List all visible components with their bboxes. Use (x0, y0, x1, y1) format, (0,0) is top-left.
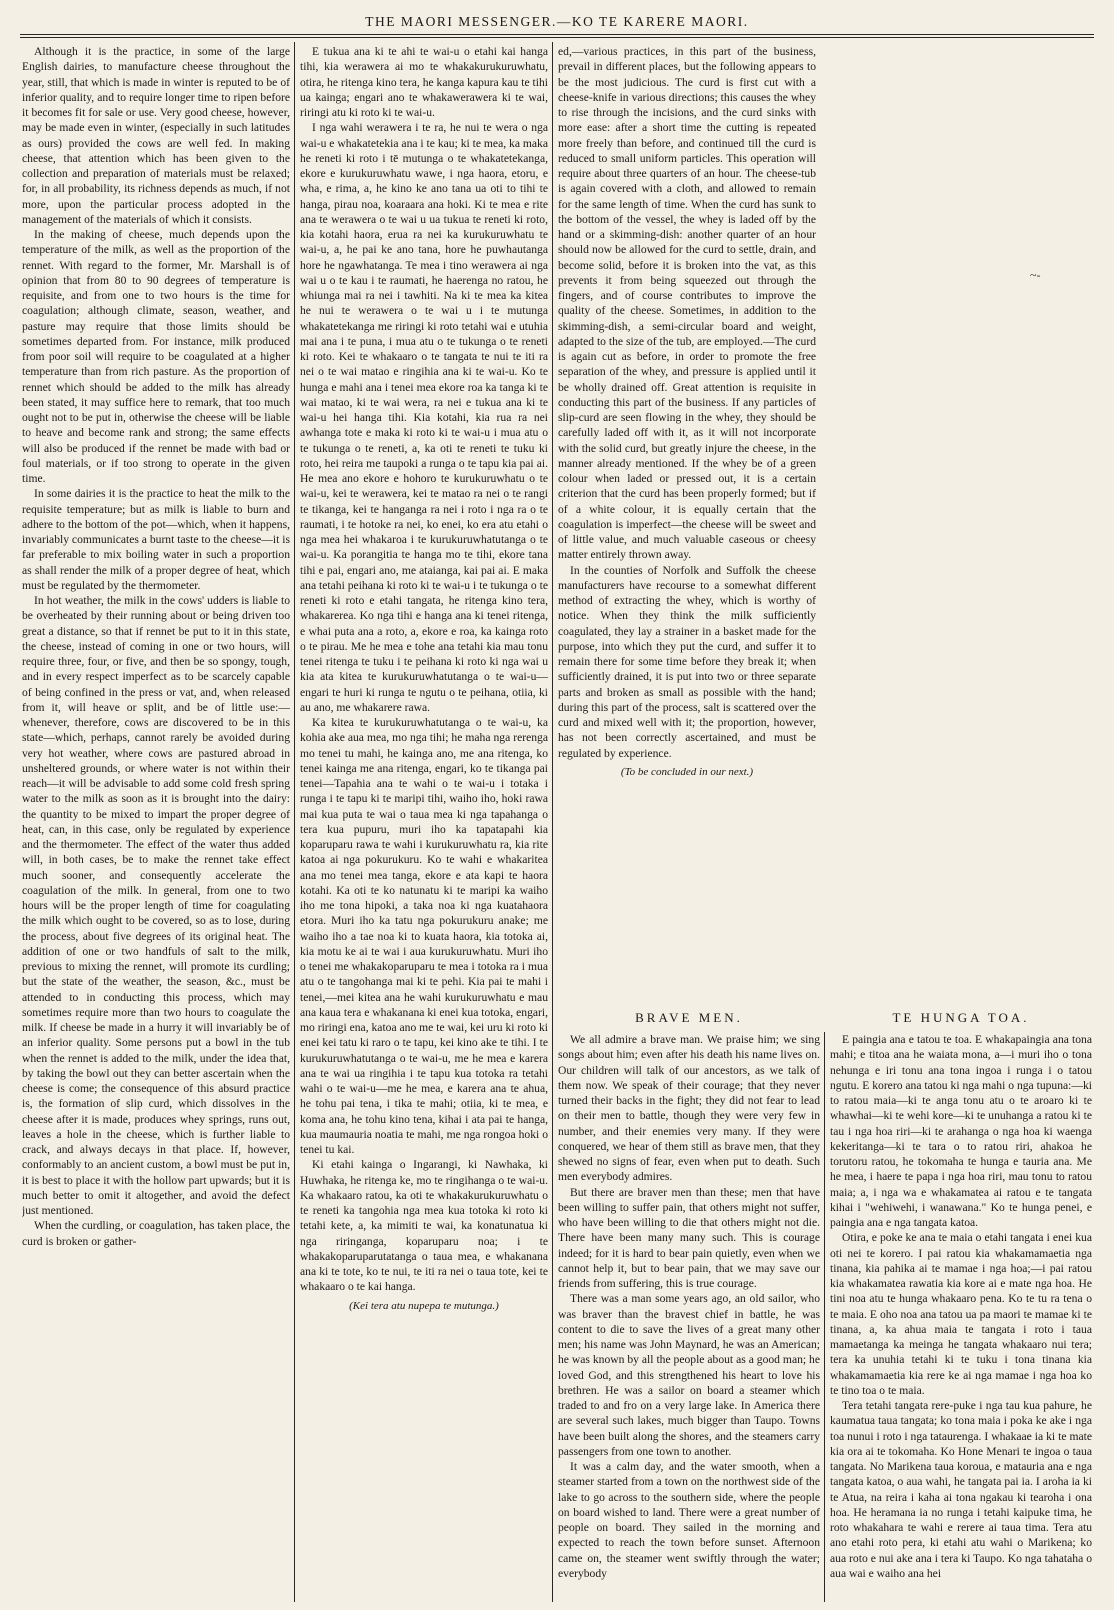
article-english-cheese-col3 (558, 44, 816, 1024)
paragraph: It was a calm day, and the water smooth, when a steamer started from a town on the northwest side of the lake to go across to the southern side, where the people on board wished to land. There were a great number of people on board. They sailed in the morning and expected to reach the town before sunset. Afternoon came on, the steamer went swiftly through the water; everybody (558, 1460, 820, 1580)
paragraph: E paingia ana e tatou te toa. E whakapaingia ana tona mahi; e titoa ana he waiata mona, a—i muri iho o tona nehunga e iri tonu ana tona ingoa i runga i o tatou ngutu. E korero ana tatou ki nga mahi o nga tupuna:—ki to ratou maia—ki te anga tonu atu o te aroaro ki te whawhai—ki te wehi kore—ki te unuhanga a ratou ki te tau i nga hoa riri—ki te arahanga o nga hoa ki waenga kekeritanga—ki te tara o to ratou riri, ahakoa he torutoru ratou, he tokomaha te hunga e tauria ana. Me he mea, i haere te papa i nga hoa riri, mau tonu to ratou maia; a, i nga wa e whakamatea ai ratou e te tangata kihai i "wehiwehi, i wanawana." Ko te hunga penei, e paingia ana e nga tangata katoa. (830, 1033, 1092, 1229)
brave-men-title: BRAVE MEN. (635, 1010, 743, 1025)
continued-note: (Kei tera atu nupepa te mutunga.) (349, 1299, 499, 1312)
paragraph: ed,—various practices, in this part of the business, prevail in different places, but the following appears to be the most judicious. The curd is first cut with a cheese-knife in various directions; this causes the whey to rise through the incisions, and the curd sinks with more ease: after a short time the cutting is repeated more freely than before, and continued till the curd is reduced to small uniform particles. This operation will require about three quarters of an hour. The cheese-tub is again covered with a cloth, and allowed to remain for the same length of time. When the curd has sunk to the bottom of the vessel, the whey is laded off by the hand or a skimming-dish: another quarter of an hour should now be allowed for the curd to settle, drain, and become solid, before it is broken into the vat, as this prevents it from being squeezed out through the fingers, and of course contributes to improve the quality of the cheese. Sometimes, in addition to the skimming-dish, a semi-circular board and weight, adapted to the size of the tub, are employed.—The curd is again cut as before, in order to promote the free separation of the whey, and pressure is applied until it be wholly drained off. Great attention is requisite in conducting this part of the business. If any particles of slip-curd are seen flowing in the whey, they should be carefully laded off with it, as it will not incorporate with the solid curd, but greatly injure the cheese, in the manner already mentioned. If the whey be of a green colour when laded or pressed out, it is a certain criterion that the curd has been properly formed; but if of a white colour, it is equally certain that the coagulation is imperfect—the cheese will be sweet and of little value, and much valuable caseous or cheesy matter entirely thrown away. (558, 45, 816, 562)
paragraph: Tera tetahi tangata rere-puke i nga tau kua pahure, he kaumatua taua tangata; ko tona maia i poka ke ake i nga toa nunui i roto i nga tataurenga. I whakaae ia ki te mate kia ora ai te tokomaha. Ko Hone Menari te ingoa o taua tangata. No Marikena taua koroua, e matauria ana e nga tangata katoa, o aua wahi, he tangata pai ia. I aroha ia ki te Atua, na reira i kaha ai tona ngakau ki tearoha i ona hoa. He heramana ia no runga i tetahi kaipuke tima, he roto whakahara te wahi e rerere ai taua tima. Tera atu ano etahi roto pera, ki etahi atu wahi o Marikena; ko aua roto e nui ake ana i tera ki Taupo. Ko nga tahataha o aua wai e waiho ana hei (830, 1399, 1092, 1580)
paragraph: Otira, e poke ke ana te maia o etahi tangata i enei kua oti nei te korero. I pai ratou kia whakamamaetia nga tinana, kia pahika ai te mamae i nga hoa;—i pai ratou kia whakamatea rawatia kia kore ai e mate nga hoa. He tini noa atu te hunga whakaaro pena. Ko te tu ra tena o te maia. E oho noa ana tatou ua pa maori te mamae ki te tinana, a, ka ahua maia te tangata i roto i taua mamaetanga ka meinga he tangata whakaaro nui tera; tera ka unuhia tetahi ki te tuku i tona tinana kia whakamamaetia kia rere ke ai nga mamae i nga hoa ko te tino toa o te maia. (830, 1231, 1092, 1397)
paragraph: In some dairies it is the practice to heat the milk to the requisite temperature; but as milk is liable to burn and adhere to the bottom of the pot—which, when it happens, invariably communicates a burnt taste to the cheese—it is far preferable to mix boiling water in such a proportion as shall render the milk of a proper degree of heat, which must be regulated by the thermometer. (22, 487, 290, 592)
running-header: THE MAORI MESSENGER.—KO TE KARERE MAORI. (365, 14, 749, 29)
article-maori-cheese-col2 (300, 44, 548, 1600)
paragraph: In hot weather, the milk in the cows' udders is liable to be overheated by their running about or being driven too great a distance, so that if rennet be put to it in this state, the cheese, instead of coming in one or two hours, will require three, four, or five, and then be so spongy, tough, and in every respect imperfect as to be scarcely capable of being confined in the press or vat, and, when released from it, will heave or split, and be of little use:—whenever, therefore, cows are discovered to be in this state—which, perhaps, cannot rarely be avoided during very hot weather, where cows are pastured abroad in unsheltered grounds, or where water is not within their reach—it will be advisable to add some cold fresh spring water to the milk as soon as it is brought into the dairy: the quantity to be mixed to impart the proper degree of heat, can, in this case, only be regulated by experience and the thermometer. The effect of the water thus added will, in both cases, be to make the rennet take effect much sooner, and consequently accelerate the coagulation of the milk. In general, from one to two hours will be the proper length of time for coagulating the milk which ought to be covered, so as to lose, during the process, about five degrees of its original heat. The addition of one or two handfuls of salt to the milk, previous to mixing the rennet, will promote its curdling; but the state of the weather, the season, &c., must be attended to in conducting this process, which may sometimes require more than two hours to coagulate the milk. If cheese be made in a hurry it will invariably be of an inferior quality. Some persons put a bowl in the tub when the rennet is added to the milk, under the idea that, by taking the bowl out they can better ascertain when the cheese is come; the consequence of this absurd practice is, the formation of slip curd, which dissolves in the cheese after it is made, produces whey springs, runs out, leaves a hole in the cheese, which is further liable to crack, and always decays in that place. If, however, conformably to an ancient custom, a bowl must be put in, it is best to place it with the hollow part upwards; but it is much better to omit it altogether, and avoid the defect just mentioned. (22, 594, 290, 1217)
paragraph: E tukua ana ki te ahi te wai-u o etahi kai hanga tihi, kia werawera ai mo te whakakurukuruwhatu, otira, he ritenga kino tera, he kanga kapura kau te tihi ua kainga; engari ano te whakawerawera ki te wai, riringi atu ki roto ki te wai-u. (300, 45, 548, 119)
paragraph: We all admire a brave man. We praise him; we sing songs about him; even after his death his name lives on. Our children will talk of our ancestors, as we talk of them now. We speak of their courage; that they never turned their backs in the fight; they did not fear to lead on their men to battle, though they were very few in number, and their enemies very many. If they were conquered, we hear of them still as brave men, that they shewed no signs of fear, even when put to death. Such men everybody admires. (558, 1033, 820, 1184)
continued-note: (To be concluded in our next.) (620, 765, 754, 778)
paragraph: But there are braver men than these; men that have been willing to suffer pain, that others might not suffer, who have been willing to die that others might not die. There have been many many such. This is courage indeed; for it is hard to bear pain quietly, even when we cannot help it, but to bear pain, that we may save our friends from suffering, this is true courage. (558, 1185, 820, 1290)
article-english-cheese-col1 (22, 44, 290, 1600)
article-brave-men (558, 1032, 820, 1602)
margin-mark: ~- (1030, 268, 1041, 282)
column-rule-1 (294, 42, 295, 1602)
header-rule-bottom (20, 37, 1094, 38)
paragraph: When the curdling, or coagulation, has taken place, the curd is broken or gather- (22, 1219, 290, 1248)
paragraph: Ka kitea te kurukuruwhatutanga o te wai-u, ka kohia ake aua mea, mo nga tihi; he maha nga rerenga mo tenei tu mahi, he kainga ano, me ana ritenga, ko tenei kainga me ana ritenga, engari, ko te tikanga pai tenei—Tapahia ana te wahi o te wai-u i totaka i runga i te tapu ki te maripi tihi, waiho iho, hoki rawa mai kua puta te wai o taua mea ki nga tapahanga o tera kua pupuru, muri iho ka tapatapahi kia koparuparu rawa te wahi i kurukuruwhatu ra, kia rite katoa ai nga pokurukuru. Ko te wahi e whakaritea ana mo tenei mea tanga, ekore e ata kapi te haora kotahi. Ka oti te ko natunatu ki te maripi ka waiho iho me tona hipoki, a taka noa ki nga kuatahaora etora. Muri iho ka tatu nga pokurukuru anake; me waiho iho a tae noa ki to kuata haora, kia totoka ai, kia motu ke ai te wai i aua kurukuruwhatu. Muri iho o tenei me whakakoparuparu te mea i totoka ra i mua atu o te tangohanga mai ki te pehi. Kia pai te mahi i tenei,—mei kitea ana he wahi kurukuruwhatu e mau ana kaua tera e whakanana ki enei kua totoka, engari, mo riringi ena, katoa ano me te wai, kei uru ki roto ki enei kei tatu ki raro o te tapu, kei kino ake te tihi. I te kurukuruwhatutanga o te wai-u, me he mea e karera ana te wai ua ringihia i te tapu kua totoka ra tetahi wahi o te wai-u—me he mea, e karera ana te ahua, he tohu pai tena, i tika te mahi; otiia, ki te mea, e koma ana, he tohu kino tena, kihai i ata pai te hanga, kua maumauria noatia te mahi, me nga rongoa hoki o tenei tu kai. (300, 716, 548, 1156)
paragraph: Ki etahi kainga o Ingarangi, ki Nawhaka, ki Huwhaka, he ritenga ke, mo te ringihanga o te wai-u. Ka whakaaro ratou, ka oti te whakakurukuruwhatu o te reneti ka tangohia nga mea kua totoka ki roto ki tetahi kete, a, ka mimiti te wai, ka konatunatua ki nga riringanga, koparuparu noa; i te whakakoparuparutatanga o taua mea, e whakanana ana ki te tote, ko te nui, te iti ra nei o taua tote, kei te whakaaro o te kai hanga. (300, 1158, 548, 1294)
paragraph: In the counties of Norfolk and Suffolk the cheese manufacturers have recourse to a somewhat different method of extracting the whey, which is worthy of notice. When they think the milk sufficiently coagulated, they lay a strainer in a basket made for the purpose, into which they put the curd, and suffer it to remain there for some time before they break it; when sufficiently drained, it is put into two or three separate parts and broken as small as possible with the hand; during this part of the process, salt is scattered over the curd and mixed well with it; the proportion, however, has not been correctly ascertained, and must be regulated by experience. (558, 563, 816, 760)
paragraph: I nga wahi werawera i te ra, he nui te wera o nga wai-u e whakatetekia ana i te kau; ki te mea, ka maka he reneti ki roto i tē mutunga o te whakatetekanga, ekore e kurukuruwhatu wawe, i nga haora, etoru, e wha, e rima, a, he kino ke ano tana ua oti to tihi te hanga, pirau noa, koaraara ana hoki. Ki te mea e rite ana te werawera o te wai u ua tukua te reneti ki roto, kia kotahi haora, erua ra nei ka kurukuruwhatu te wai-u, a, he pai ke ano tana, hore he puwhautanga hore he ngawhatanga. Te mea i tino werawera ai nga wai u o te kau i te raumati, he haerenga no ratou, he whiunga mai ra nei i tawhiti. Na ki te mea ka kitea he nui te werawera o te wai u i te mutunga whakatetekanga me riringi ki roto tetahi wai e utuhia mai ana i te puna, i mua atu o te tukunga o te reneti ki roto. Kei te whakaaro o te tangata te nui te iti ra nei o te wai matao e ringihia ana ki te wai-u. Ko te hunga e mahi ana i tenei mea ekore roa ka tanga ki te wai matao, ki te wai wera, ra nei e tukua ana ki te wai-u hei hanga tihi. Kia kotahi, kia rua ra nei awhanga tote e maka ki roto ki te wai-u i mua atu o te tukunga o te reneti, a, ka oti te reneti te tuku ki roto, hei reira me taupoki a runga o te tapu kia pai ai. He mea ano ekore e hohoro te kurukuruwhatu o te wai-u, kei te werawera, kei te matao ra nei o te rangi te tikanga, kei te hanganga ra nei i roto i nga ra o te raumati, i te hotoke ra nei, ko enei, ko era atu etahi o nga mea hei whakaroa i te kurukuruwhatutanga o te wai-u. Ka porangitia te hanga mo te tihi, ekore tana tihi e pai, engari ano, me ataianga, kai pai ai. E maka ana tetahi peihana ki roto ki te wai-u i te tukunga o te reneti ki roto e etahi tangata, he ritenga kino tera, whakarerea. Ko nga tihi e hanga ana ki tenei ritenga, e whai puta ana a roto, a, ekore e roa, ka kainga roto o te pirau. Me he mea e tohe ana tetahi kia mau tonu tenei ritenga te tuku i te peihana ki roto ki nga wai u kia ata kitea te kurukuruwhatutanga o te wai-u—engari te huri ki runga te ngutu o te peihana, otiia, ki au ano, me whakarere rawa. (300, 121, 548, 714)
column-rule-2 (552, 42, 553, 1602)
header-rule-top (20, 34, 1094, 35)
paragraph: There was a man some years ago, an old sailor, who was braver than the bravest chief in battle, he was content to die to save the lives of a great many other men; his name was John Maynard, he was an American; he was known by all the people about as a good man; he loved God, and this strengthened his heart to love his brethren. He was a sailor on board a steamer which traded to and fro on a very large lake. In America there are several such lakes, much bigger than Taupo. Towns have been built along the shores, and the steamers carry passengers from one town to another. (558, 1292, 820, 1458)
te-hunga-toa-title: TE HUNGA TOA. (892, 1010, 1030, 1025)
column-rule-3 (824, 1032, 825, 1602)
article-te-hunga-toa (830, 1032, 1092, 1602)
paragraph: In the making of cheese, much depends upon the temperature of the milk, as well as the proportion of the rennet. With regard to the former, Mr. Marshall is of opinion that from 80 to 90 degrees of temperature is requisite, and from one to two hours is the time for coagulation; although climate, season, weather, and pasture may require that those limits should be sometimes departed from. For instance, milk produced from poor soil will require to be coagulated at a higher temperature than from rich pasture. As the proportion of rennet which should be added to the milk has already been stated, it may suffice here to remark, that too much ought not to be put in, otherwise the cheese will be liable to heave and become rank and strong; the same effects will also be produced if the rennet be made with bad or foul materials, or if too strong to operate in the given time. (22, 228, 290, 485)
paragraph: Although it is the practice, in some of the large English dairies, to manufacture cheese throughout the year, still, that which is made in winter is reputed to be of inferior quality, and to require longer time to ripen before it becomes fit for sale or use. Very good cheese, however, may be made even in winter, (especially in such latitudes as ours) provided the cows are well fed. In making cheese, that attention which has been given to the collection and preparation of materials must be relaxed; for, in all probability, its richness depends as much, if not more, upon the particular process adopted in the management of the materials of which it consists. (22, 45, 290, 226)
